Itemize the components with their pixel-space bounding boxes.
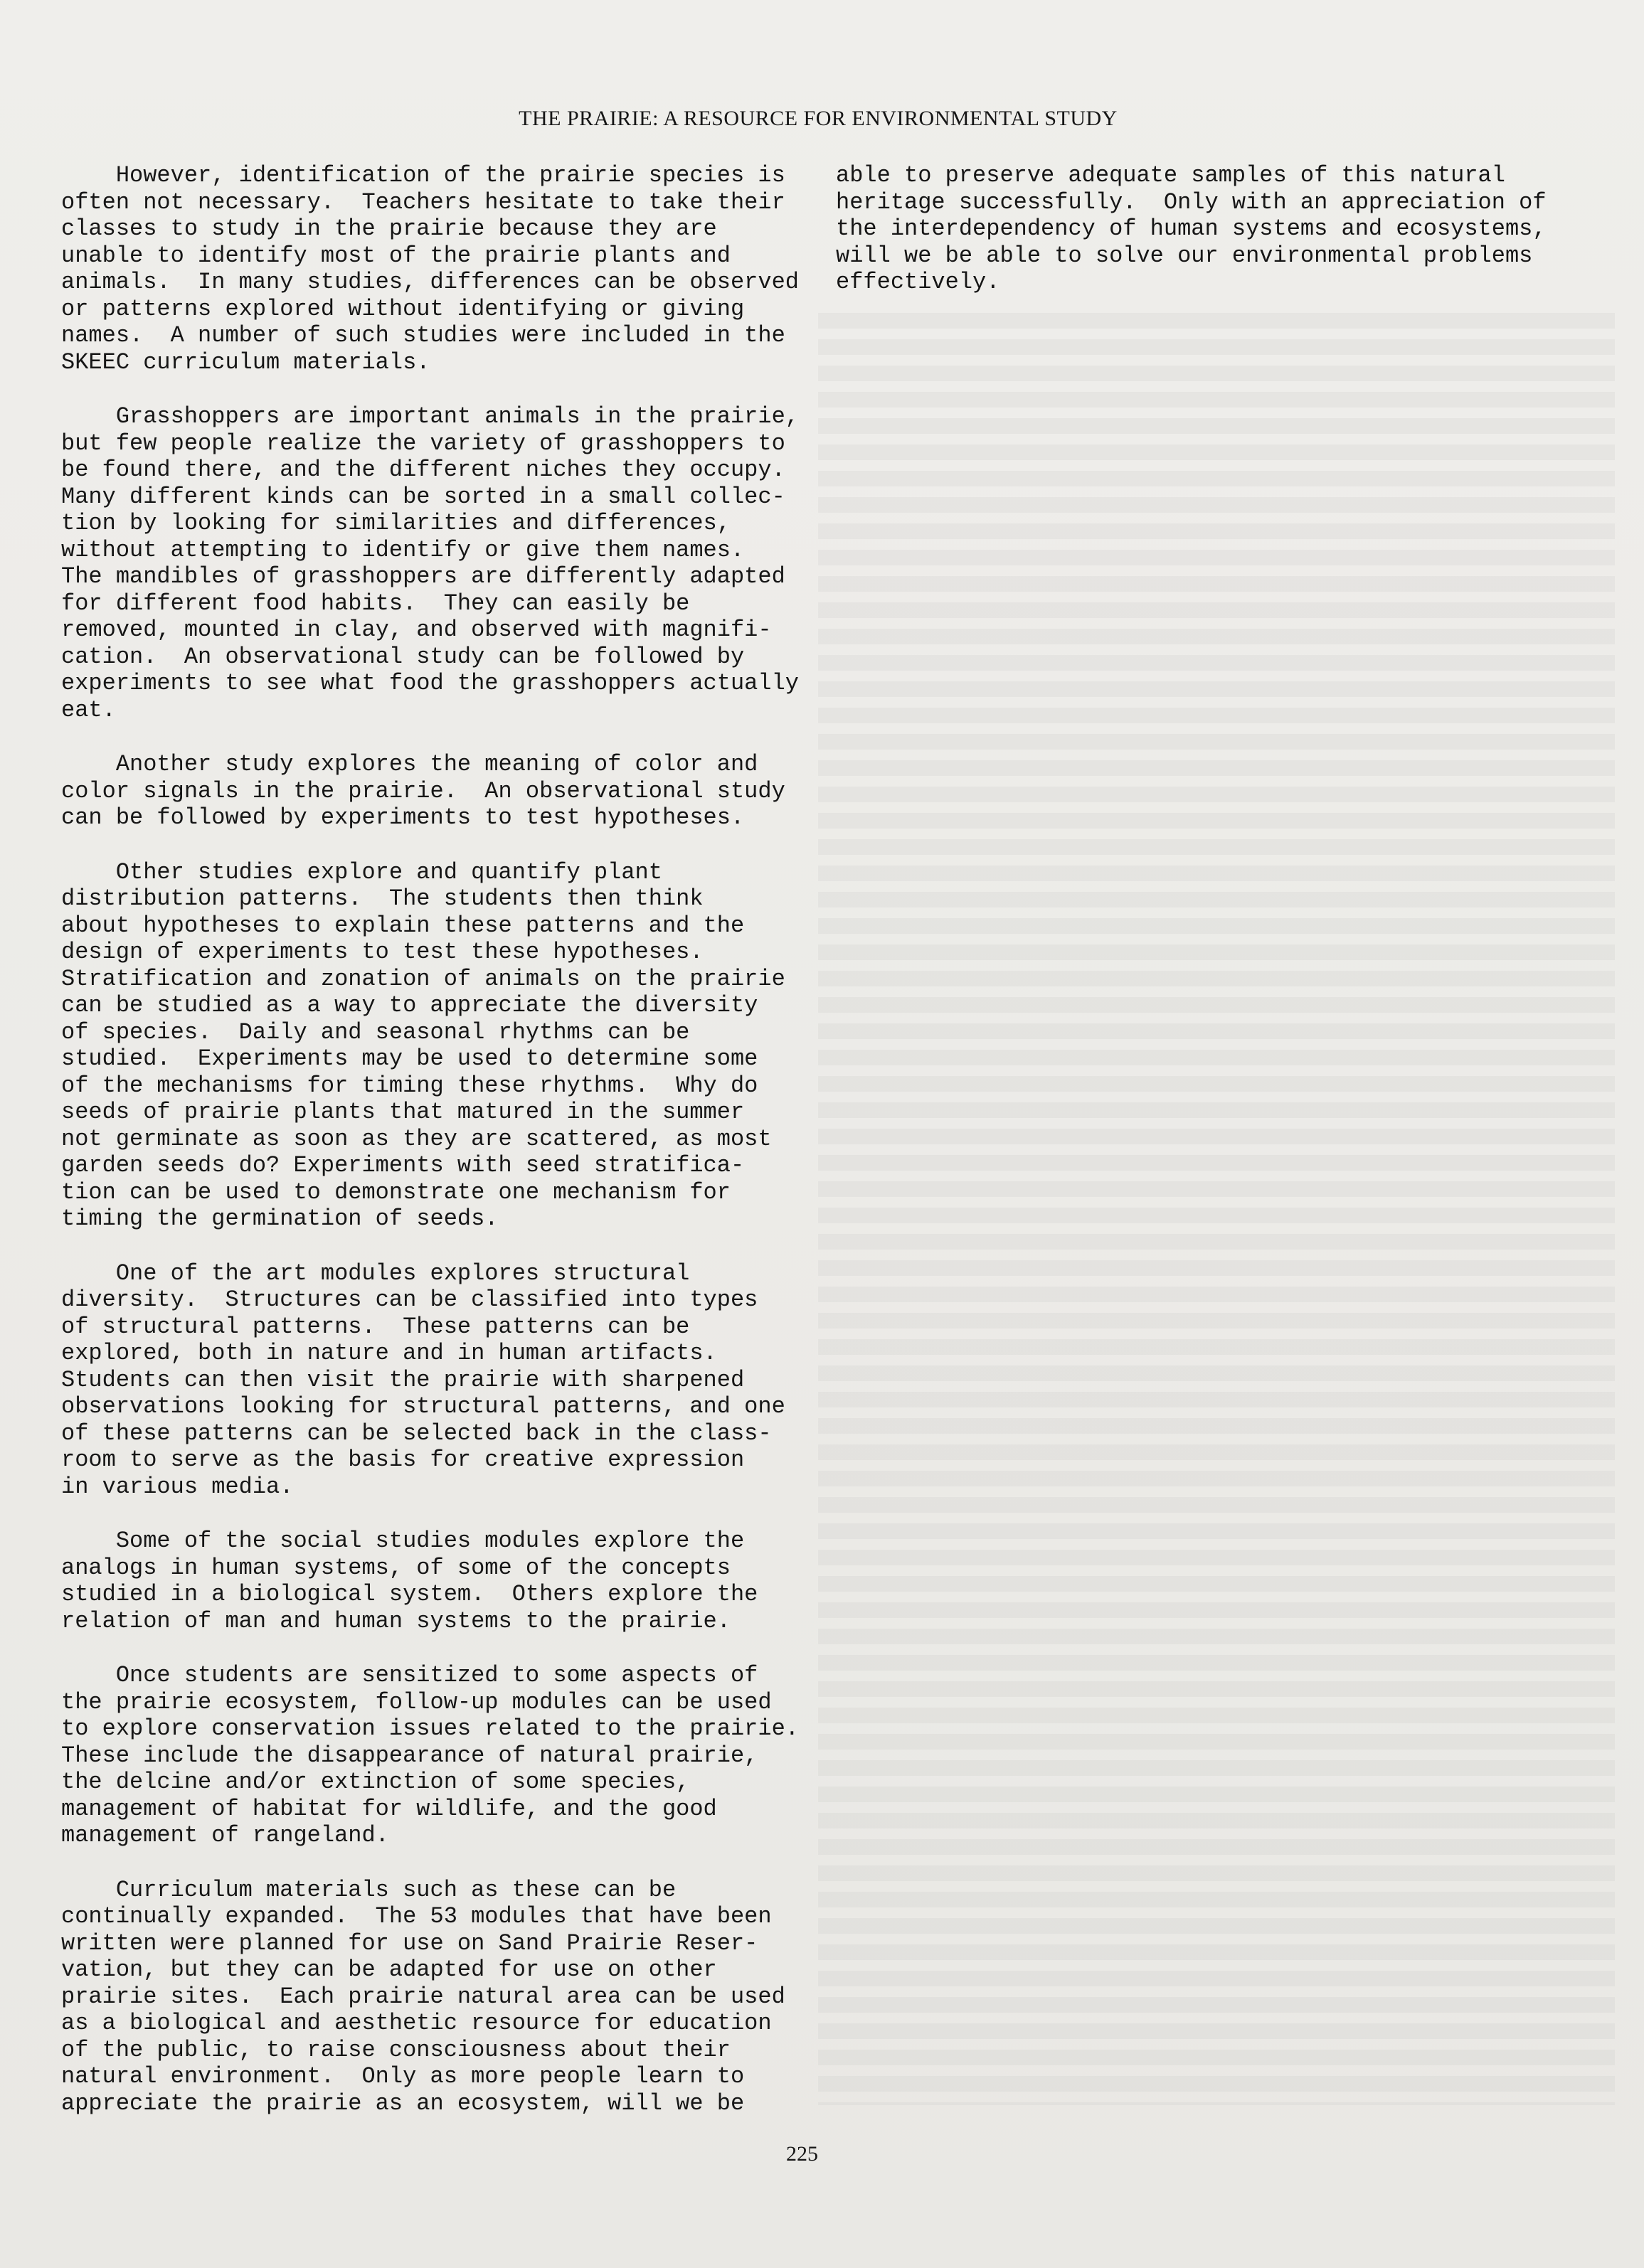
text-line: Many different kinds can be sorted in a small collec- [61,483,785,510]
text-line: management of habitat for wildlife, and the good [61,1795,717,1822]
text-line: Grasshoppers are important animals in the prairie, [61,403,799,430]
text-line: relation of man and human systems to the prairie. [61,1607,731,1634]
text-line: Once students are sensitized to some aspects of [61,1662,758,1688]
text-line: often not necessary. Teachers hesitate to take their [61,188,785,215]
text-line: These include the disappearance of natural prairie, [61,1742,758,1769]
paragraph [61,751,815,831]
text-line: However, identification of the prairie species is [61,162,785,188]
text-line: names. A number of such studies were included in the [61,322,785,348]
text-line: the delcine and/or extinction of some species, [61,1769,690,1795]
text-line: The mandibles of grasshoppers are differently adapted [61,563,785,590]
paragraph [61,1877,815,2117]
paragraph [61,162,815,376]
text-line: color signals in the prairie. An observational study [61,777,785,804]
paragraph [836,162,1547,296]
text-line: timing the germination of seeds. [61,1205,499,1232]
text-line: the prairie ecosystem, follow-up modules can be used [61,1688,772,1715]
text-line: but few people realize the variety of grasshoppers to [61,430,785,457]
bleed-through-shadow [818,313,1615,2105]
text-line: Curriculum materials such as these can be [61,1876,677,1903]
text-line: continually expanded. The 53 modules that have been [61,1903,772,1929]
text-line: design of experiments to test these hypotheses. [61,939,704,965]
text-line: distribution patterns. The students then think [61,885,704,912]
text-line: animals. In many studies, differences can be observed [61,269,799,295]
text-line: observations looking for structural patterns, and one [61,1393,785,1420]
text-line: diversity. Structures can be classified into types [61,1287,758,1313]
text-line: seeds of prairie plants that matured in the summer [61,1099,745,1125]
text-line: cation. An observational study can be followed by [61,643,745,670]
right-column [836,162,1547,324]
text-line: appreciate the prairie as an ecosystem, will we be [61,2089,745,2117]
text-line: Students can then visit the prairie with sharpened [61,1366,745,1393]
paragraph [61,1662,815,1849]
text-line: Another study explores the meaning of color and [61,751,758,777]
text-line: heritage successfully. Only with an appreciation of [836,188,1547,215]
text-line: in various media. [61,1473,294,1500]
text-line: be found there, and the different niches they occupy. [61,457,785,483]
text-line: can be studied as a way to appreciate the diversity [61,992,758,1018]
text-line: removed, mounted in clay, and observed with magnifi- [61,617,772,643]
text-line: the interdependency of human systems and ecosystems, [836,215,1547,242]
text-line: Other studies explore and quantify plant [61,858,662,885]
text-line: about hypotheses to explain these patterns and the [61,912,745,939]
text-line: Stratification and zonation of animals on the prairie [61,965,785,992]
page-number: 225 [786,2142,818,2166]
text-line: without attempting to identify or give them names. [61,536,745,563]
text-line: of these patterns can be selected back in the class- [61,1420,772,1447]
text-line: experiments to see what food the grasshoppers actually [61,670,799,696]
text-line: able to preserve adequate samples of this natural [836,162,1505,188]
text-line: effectively. [836,269,1000,295]
running-head: THE PRAIRIE: A RESOURCE FOR ENVIRONMENTAL STUDY [519,107,1118,130]
text-line: natural environment. Only as more people learn to [61,2063,745,2089]
text-line: SKEEC curriculum materials. [61,348,430,376]
paragraph [61,859,815,1233]
text-line: room to serve as the basis for creative expression [61,1447,745,1473]
text-line: of structural patterns. These patterns can be [61,1313,690,1340]
text-line: unable to identify most of the prairie plants and [61,242,731,269]
paragraph [61,403,815,723]
text-line: can be followed by experiments to test hypotheses. [61,804,745,831]
text-line: written were planned for use on Sand Prairie Reser- [61,1929,758,1956]
text-line: analogs in human systems, of some of the concepts [61,1554,731,1581]
text-line: for different food habits. They can easily be [61,590,690,617]
text-line: as a biological and aesthetic resource for education [61,2010,772,2036]
text-line: garden seeds do? Experiments with seed stratifica- [61,1152,745,1178]
text-line: studied. Experiments may be used to determine some [61,1045,758,1072]
text-line: or patterns explored without identifying or giving [61,295,745,322]
text-line: classes to study in the prairie because they are [61,215,717,242]
text-line: eat. [61,696,116,723]
text-line: will we be able to solve our environmental problems [836,242,1533,269]
text-line: prairie sites. Each prairie natural area can be used [61,1983,785,2010]
text-line: tion can be used to demonstrate one mechanism for [61,1178,731,1205]
text-line: of the mechanisms for timing these rhythms. Why do [61,1072,758,1099]
text-line: not germinate as soon as they are scattered, as most [61,1125,772,1152]
left-column [61,162,815,2144]
text-line: One of the art modules explores structural [61,1260,690,1287]
text-line: explored, both in nature and in human artifacts. [61,1340,717,1366]
paragraph [61,1260,815,1501]
text-line: tion by looking for similarities and differences, [61,510,731,536]
text-line: management of rangeland. [61,1822,389,1848]
text-line: vation, but they can be adapted for use on other [61,1956,717,1983]
text-line: to explore conservation issues related to the prairie. [61,1715,799,1742]
paragraph [61,1528,815,1634]
text-line: of species. Daily and seasonal rhythms can be [61,1018,690,1045]
text-line: studied in a biological system. Others explore the [61,1581,758,1607]
text-line: of the public, to raise consciousness about their [61,2036,731,2063]
text-line: Some of the social studies modules explore the [61,1528,745,1554]
